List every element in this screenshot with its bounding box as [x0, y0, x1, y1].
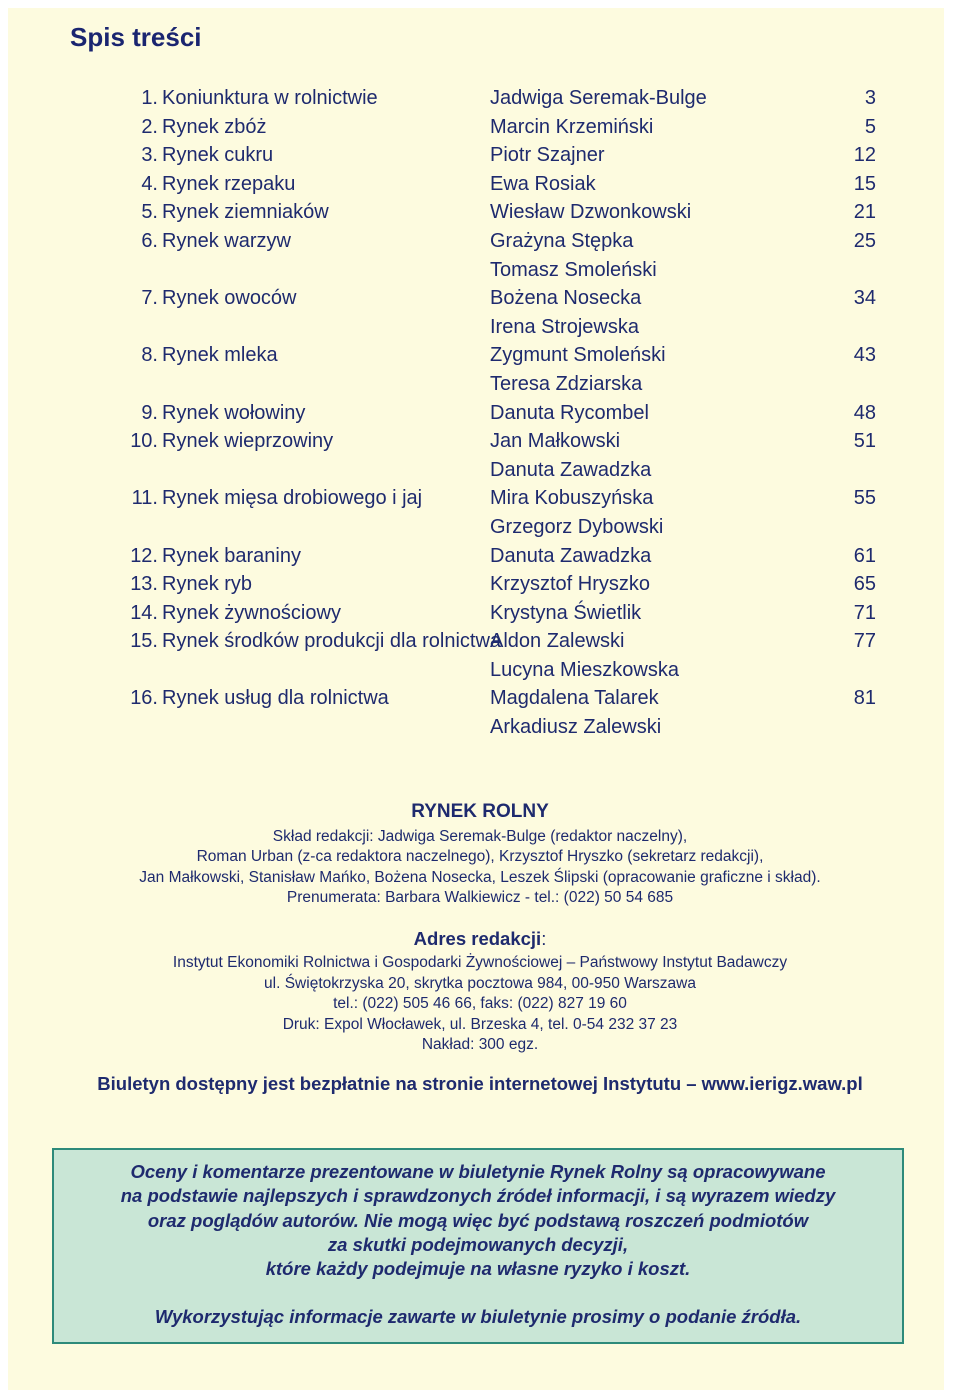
toc-topic: Rynek warzyw [162, 229, 291, 252]
toc-row [60, 113, 880, 142]
toc-number: 7. [141, 287, 158, 310]
toc-page: 65 [853, 573, 876, 596]
toc-row [60, 170, 880, 199]
toc-page: 43 [853, 344, 876, 367]
toc-author: Lucyna Mieszkowska [490, 658, 679, 681]
toc-author: Marcin Krzemiński [490, 115, 654, 138]
toc-number: 1. [141, 87, 158, 109]
toc-author: Danuta Zawadzka [490, 544, 652, 567]
toc-author: Grażyna Stępka [490, 229, 634, 252]
toc-author: Wiesław Dzwonkowski [490, 201, 692, 224]
toc-row [60, 627, 880, 656]
toc-author: Danuta Zawadzka [490, 458, 652, 481]
toc-author: Krystyna Świetlik [490, 601, 642, 624]
toc-row [60, 456, 880, 485]
toc-topic: Rynek baraniny [162, 544, 301, 567]
toc-author: Teresa Zdziarska [490, 372, 643, 395]
toc-page: 55 [853, 487, 876, 510]
toc-topic: Rynek usług dla rolnictwa [162, 687, 389, 710]
toc-topic: Koniunktura w rolnictwie [162, 87, 378, 109]
toc-author: Irena Strojewska [490, 315, 639, 338]
disclaimer-line: za skutki podejmowanych decyzji, [327, 1233, 629, 1255]
address-colon: : [541, 927, 547, 949]
disclaimer-spacer [54, 1281, 902, 1305]
toc-topic: Rynek żywnościowy [162, 601, 341, 624]
toc-row [60, 198, 880, 227]
toc-author: Zygmunt Smoleński [490, 344, 666, 367]
toc-author: Danuta Rycombel [490, 401, 649, 424]
toc-number: 10. [130, 430, 158, 453]
toc-number: 8. [141, 344, 158, 367]
toc-row [60, 341, 880, 370]
toc-number: 13. [130, 573, 158, 596]
toc-number: 9. [141, 401, 158, 424]
toc-topic: Rynek rzepaku [162, 172, 296, 195]
address-line: Nakład: 300 egz. [421, 1036, 539, 1053]
editorial-info [40, 802, 920, 1056]
toc-row [60, 542, 880, 571]
address-heading [40, 929, 920, 950]
toc-topic: Rynek zbóż [162, 115, 267, 138]
availability-note: Biuletyn dostępny jest bezpłatnie na stronie internetowej Instytutu – www.ierigz.waw.pl [97, 1073, 863, 1094]
editorial-line: Prenumerata: Barbara Walkiewicz - tel.: (022) 50 54 685 [286, 889, 674, 906]
toc-author: Bożena Nosecka [490, 287, 642, 310]
toc-author: Magdalena Talarek [490, 687, 659, 710]
disclaimer-footer: Wykorzystując informacje zawarte w biuletynie prosimy o podanie źródła. [154, 1306, 802, 1328]
toc-title: Spis treści [70, 22, 202, 52]
toc-row [60, 684, 880, 713]
toc-author: Krzysztof Hryszko [490, 573, 651, 596]
toc-topic: Rynek wołowiny [162, 401, 306, 424]
toc-row [60, 84, 880, 113]
toc-page: 77 [853, 630, 876, 653]
toc-page: 25 [853, 229, 876, 252]
toc-topic: Rynek mięsa drobiowego i jaj [162, 487, 423, 510]
toc-author: Arkadiusz Zalewski [490, 716, 662, 739]
toc-author: Piotr Szajner [490, 144, 605, 167]
editorial-line: Roman Urban (z-ca redaktora naczelnego), Krzysztof Hryszko (sekretarz redakcji), [196, 848, 764, 865]
disclaimer-box [52, 1148, 904, 1344]
toc-topic: Rynek owoców [162, 287, 297, 310]
toc-author: Jadwiga Seremak-Bulge [490, 87, 707, 109]
toc-row [60, 570, 880, 599]
toc-author: Ewa Rosiak [490, 172, 596, 195]
toc-author: Grzegorz Dybowski [490, 515, 664, 538]
toc-page: 15 [853, 172, 876, 195]
toc-row [60, 399, 880, 428]
toc-page: 3 [864, 87, 876, 109]
toc-row [60, 227, 880, 256]
toc-row [60, 513, 880, 542]
toc-number: 5. [141, 201, 158, 224]
toc-page: 81 [853, 687, 876, 710]
address-title: Adres redakcji [413, 927, 542, 949]
toc-topic: Rynek ziemniaków [162, 201, 329, 224]
disclaimer-line: na podstawie najlepszych i sprawdzonych źródeł informacji, i są wyrazem wiedzy [120, 1185, 836, 1207]
disclaimer-line: Oceny i komentarze prezentowane w biuletynie Rynek Rolny są opracowywane [130, 1161, 826, 1182]
toc-page: 71 [853, 601, 876, 624]
toc-row [60, 284, 880, 313]
toc-page: 5 [864, 115, 876, 138]
editorial-line: Jan Małkowski, Stanisław Mańko, Bożena Nosecka, Leszek Ślipski (opracowanie graficzne i skład). [139, 868, 821, 886]
toc-author: Tomasz Smoleński [490, 258, 657, 281]
address-line: Instytut Ekonomiki Rolnictwa i Gospodarki Żywnościowej – Państwowy Instytut Badawczy [172, 954, 788, 971]
toc-row [60, 313, 880, 342]
toc-author: Mira Kobuszyńska [490, 487, 654, 510]
toc-topic: Rynek cukru [162, 144, 274, 167]
disclaimer-line: oraz poglądów autorów. Nie mogą więc być podstawą roszczeń podmiotów [147, 1209, 809, 1231]
toc-topic: Rynek środków produkcji dla rolnictwa [162, 630, 502, 653]
toc-row [60, 370, 880, 399]
publication-title: RYNEK ROLNY [411, 801, 549, 822]
toc-topic: Rynek mleka [162, 344, 278, 367]
toc-number: 3. [141, 144, 158, 167]
toc-number: 11. [131, 487, 158, 510]
toc-page: 51 [853, 430, 876, 453]
toc-number: 2. [141, 115, 158, 138]
toc-page: 12 [853, 144, 876, 167]
toc-row [60, 427, 880, 456]
toc-row [60, 141, 880, 170]
toc-row [60, 484, 880, 513]
toc-row [60, 599, 880, 628]
toc-page: 48 [853, 401, 876, 424]
toc-topic: Rynek wieprzowiny [162, 430, 334, 453]
toc-page: 61 [853, 544, 876, 567]
toc-row [60, 713, 880, 742]
toc-number: 6. [141, 229, 158, 252]
toc-row [60, 256, 880, 285]
editorial-line: Skład redakcji: Jadwiga Seremak-Bulge (redaktor naczelny), [272, 827, 688, 845]
toc-page: 21 [853, 201, 876, 224]
address-line: tel.: (022) 505 46 66, faks: (022) 827 19 60 [333, 995, 627, 1012]
toc-number: 16. [130, 687, 158, 710]
toc-page: 34 [853, 287, 876, 310]
toc-number: 15. [130, 630, 158, 653]
address-line: Druk: Expol Włocławek, ul. Brzeska 4, tel. 0-54 232 37 23 [282, 1015, 678, 1033]
toc-author: Jan Małkowski [490, 430, 621, 453]
toc-number: 12. [130, 544, 158, 567]
toc-row [60, 656, 880, 685]
toc-topic: Rynek ryb [162, 573, 253, 596]
toc-number: 14. [130, 601, 158, 624]
address-line: ul. Świętokrzyska 20, skrytka pocztowa 984, 00-950 Warszawa [264, 974, 696, 992]
toc-author: Aldon Zalewski [490, 630, 625, 653]
disclaimer-line: które każdy podejmuje na własne ryzyko i koszt. [265, 1258, 691, 1280]
table-of-contents [60, 84, 880, 742]
toc-number: 4. [141, 172, 158, 195]
